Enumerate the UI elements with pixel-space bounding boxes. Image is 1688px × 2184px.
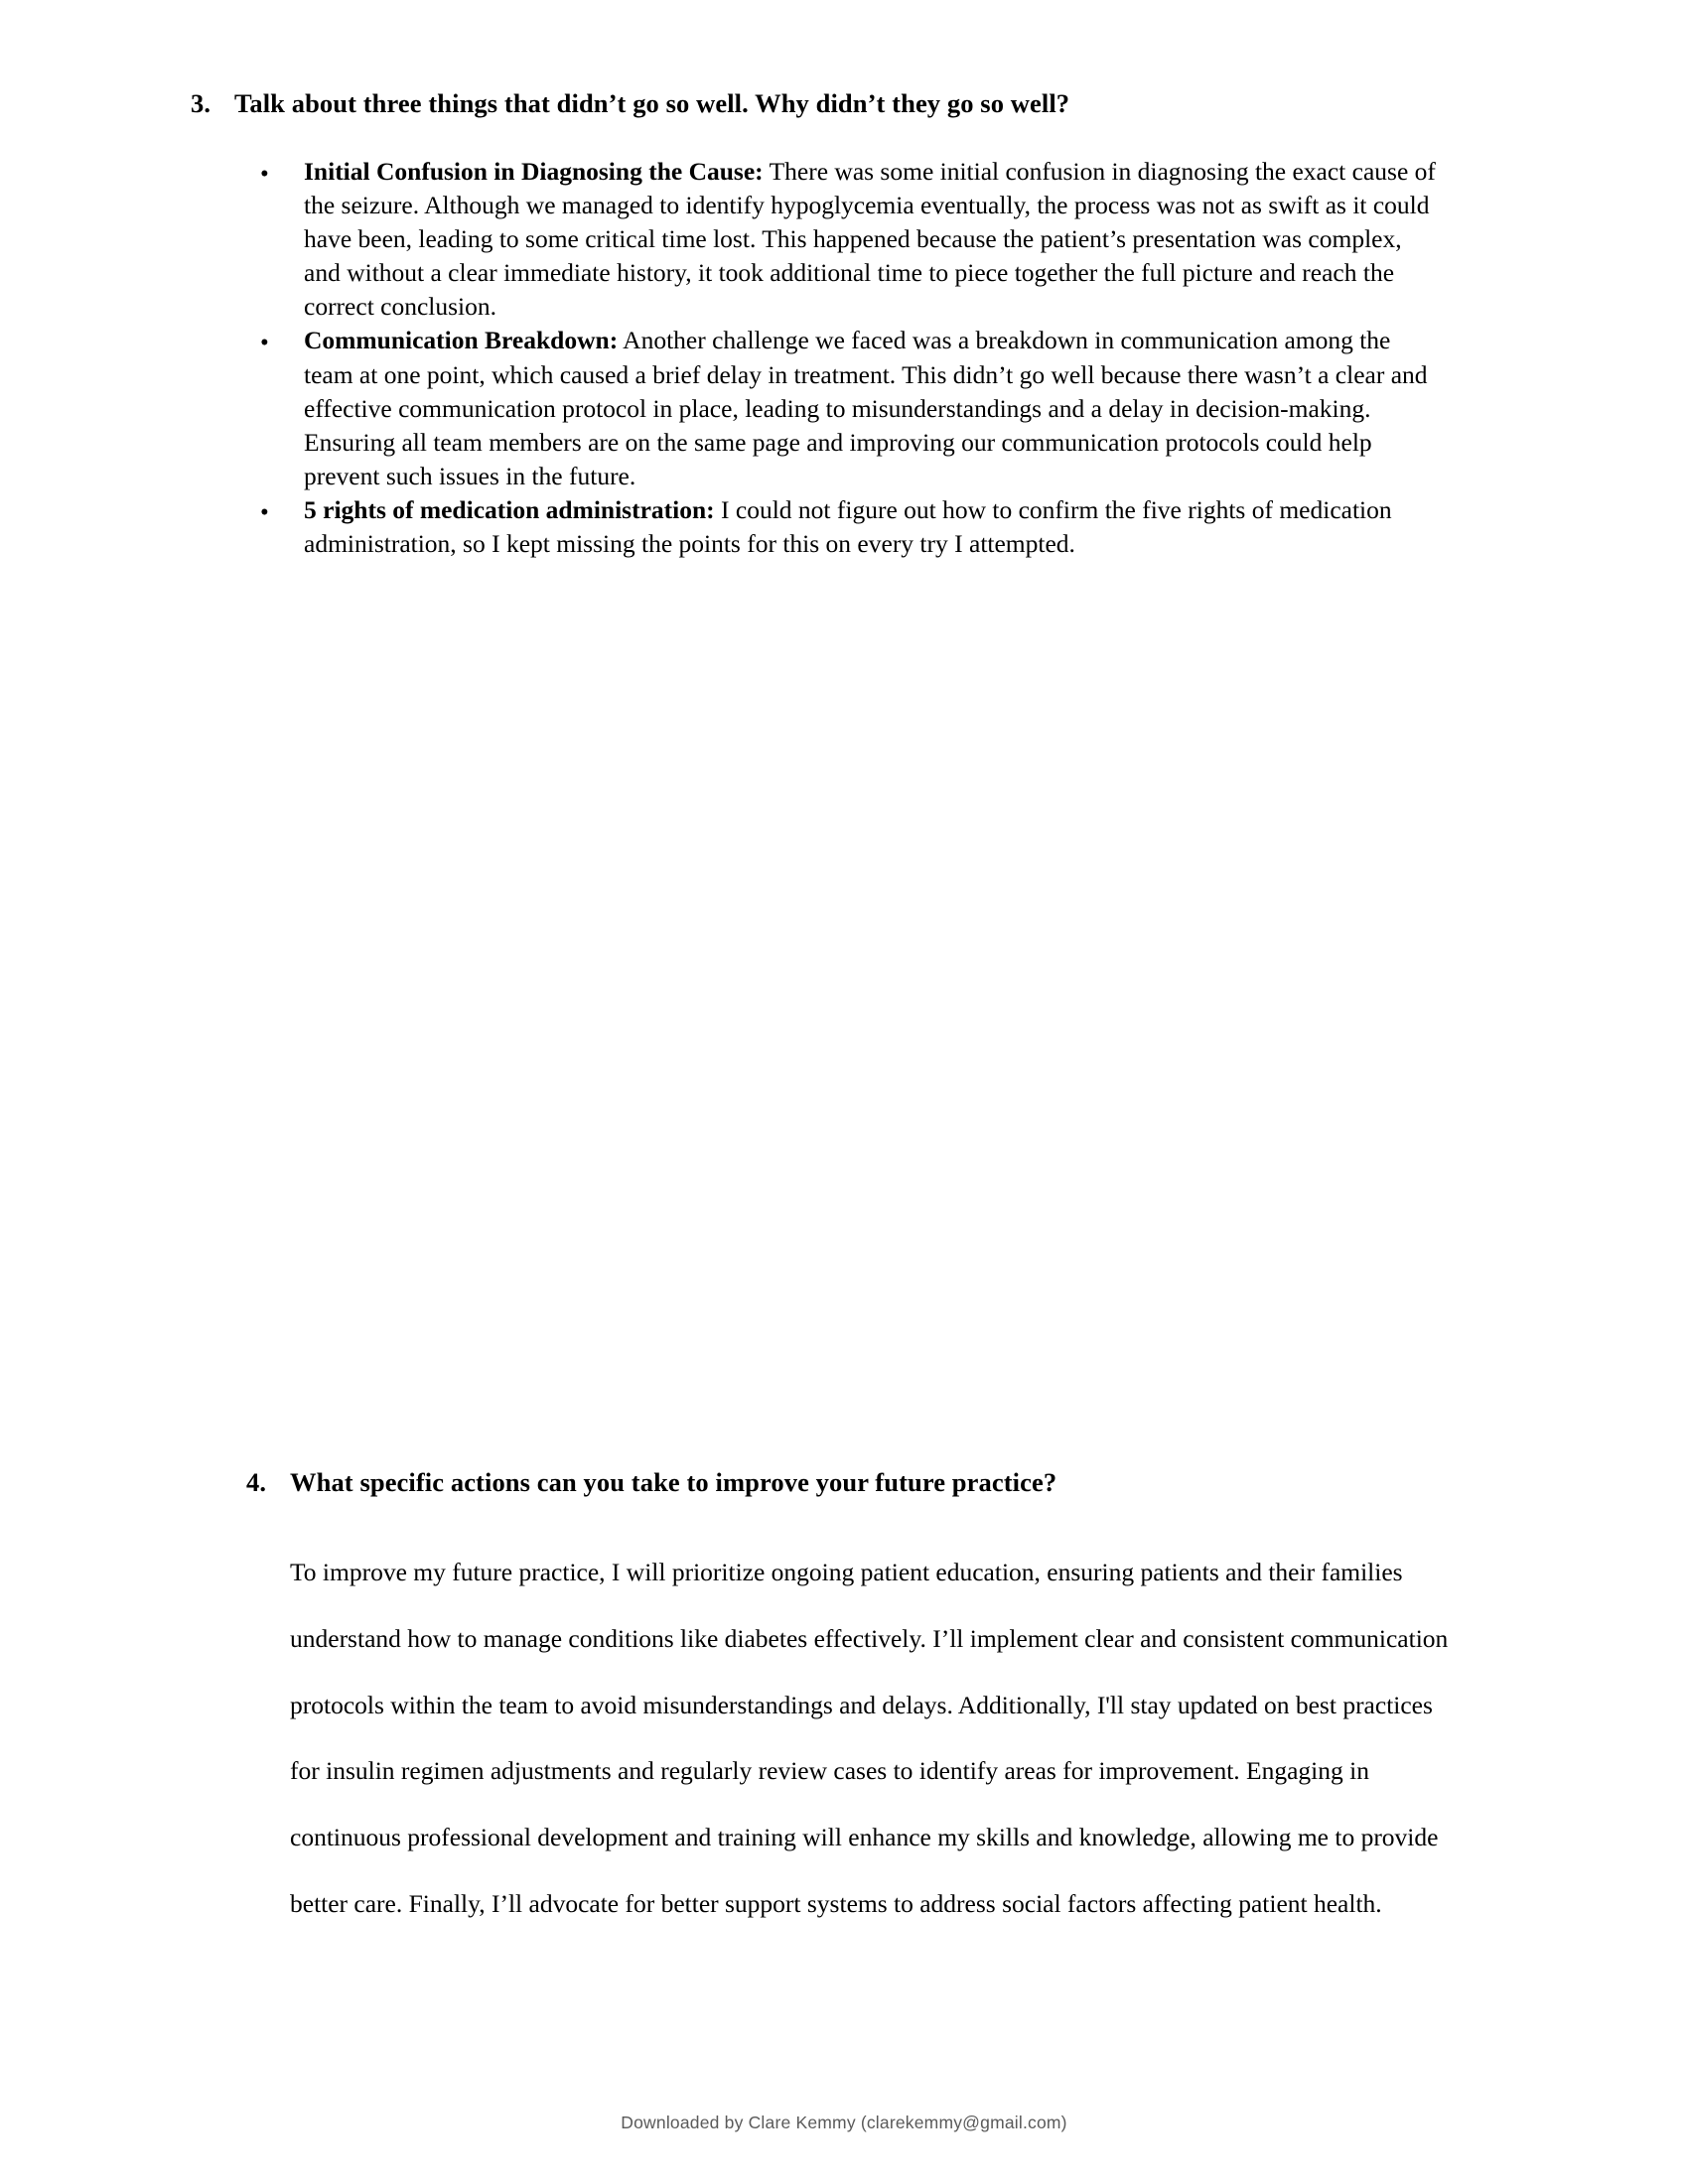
bullet-body-text: Another challenge we faced was a breakdown in communication among the team at one point, which caused a brief delay in treatment. This didn’t go well because there wasn’t a clear and effective communication protocol in place, leading to misunderstandings and a delay in decision-making. Ensuring all team members are on the same page and improving our communication protocols could help prevent such issues in the future. (304, 326, 1428, 490)
download-attribution-footer: Downloaded by Clare Kemmy (clarekemmy@gmail.com) (621, 2113, 1067, 2132)
vertical-spacer (0, 561, 1688, 1466)
question-3-heading (191, 87, 1688, 119)
bullet-body-text: There was some initial confusion in diagnosing the exact cause of the seizure. Although we managed to identify hypoglycemia eventually, the process was not as swift as it could have been, leading to some critical time lost. This happened because the patient’s presentation was complex, and without a clear immediate history, it took additional time to piece together the full picture and reach the correct conclusion. (304, 157, 1436, 322)
question-4-heading (246, 1466, 1688, 1498)
bullet-icon: • (260, 330, 269, 357)
bullet-icon: • (260, 161, 269, 189)
question-3-text: Talk about three things that didn’t go so well. Why didn’t they go so well? (234, 88, 1070, 118)
question-4-text: What specific actions can you take to improve your future practice? (290, 1466, 1057, 1497)
bullet-lead-label: 5 rights of medication administration: (304, 494, 715, 524)
bullet-icon: • (260, 498, 269, 526)
question-3-bullet-list (256, 155, 1438, 560)
bullet-lead-label: Initial Confusion in Diagnosing the Cause: (304, 157, 764, 187)
list-item (256, 324, 1438, 492)
bullet-body-text: I could not figure out how to confirm the five rights of medication administration, so I kept missing the points for this on every try I attempted. (304, 494, 1392, 558)
list-item (256, 155, 1438, 324)
question-4-answer-paragraph: To improve my future practice, I will prioritize ongoing patient education, ensuring patients and their families understand how to manage conditions like diabetes effectively. I’ll implement clear and consistent communication protocols within the team to avoid misunderstandings and delays. Additionally, I'll stay updated on best practices for insulin regimen adjustments and regularly review cases to identify areas for improvement. Engaging in continuous professional development and training will enhance my skills and knowledge, allowing me to provide better care. Finally, I’ll advocate for better support systems to address social factors affecting patient health. (290, 1558, 1449, 1919)
question-3-number: 3. (191, 88, 211, 118)
list-item (256, 493, 1438, 561)
bullet-lead-label: Communication Breakdown: (304, 326, 619, 355)
question-4-number: 4. (246, 1466, 267, 1497)
